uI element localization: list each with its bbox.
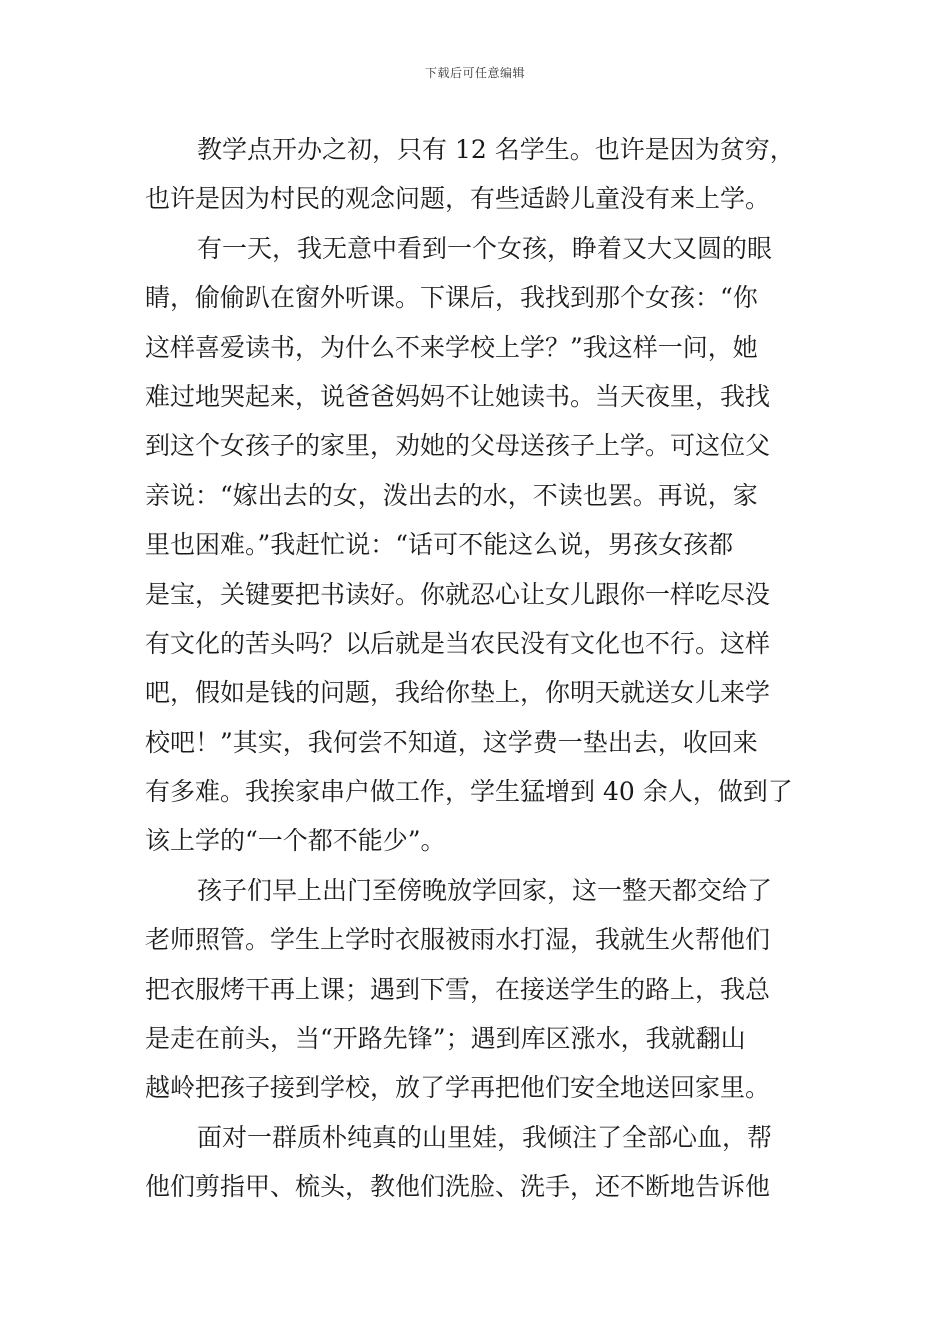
text-line: 校吧！”其实，我何尝不知道，这学费一垫出去，收回来: [145, 727, 758, 757]
text-line: 孩子们早上出门至傍晚放学回家，这一整天都交给了: [197, 875, 773, 905]
text-line: 他们剪指甲、梳头，教他们洗脸、洗手，还不断地告诉他: [145, 1172, 771, 1202]
text-line: 有多难。我挨家串户做工作，学生猛增到 40 余人，做到了: [145, 777, 793, 807]
text-line: 是宝，关键要把书读好。你就忍心让女儿跟你一样吃尽没: [145, 579, 771, 609]
text-line: 面对一群质朴纯真的山里娃，我倾注了全部心血，帮: [197, 1122, 773, 1152]
text-line: 里也困难。”我赶忙说：“话可不能这么说，男孩女孩都: [145, 530, 734, 560]
text-line: 也许是因为村民的观念问题，有些适龄儿童没有来上学。: [145, 184, 771, 214]
text-line: 有文化的苦头吗？以后就是当农民没有文化也不行。这样: [145, 628, 771, 658]
text-line: 老师照管。学生上学时衣服被雨水打湿，我就生火帮他们: [145, 925, 771, 955]
text-line: 教学点开办之初，只有 12 名学生。也许是因为贫穷，: [197, 135, 795, 164]
text-line: 睛，偷偷趴在窗外听课。下课后，我找到那个女孩：“你: [145, 283, 758, 313]
text-line: 越岭把孩子接到学校，放了学再把他们安全地送回家里。: [145, 1073, 771, 1103]
text-line: 该上学的“一个都不能少”。: [145, 826, 446, 856]
text-line: 有一天，我无意中看到一个女孩，睁着又大又圆的眼: [197, 233, 773, 263]
text-line: 这样喜爱读书，为什么不来学校上学？”我这样一问，她: [145, 332, 758, 362]
text-line: 是走在前头，当“开路先锋”；遇到库区涨水，我就翻山: [145, 1024, 746, 1054]
page-header: 下载后可任意编辑: [424, 66, 525, 80]
text-line: 亲说：“嫁出去的女，泼出去的水，不读也罢。再说，家: [145, 480, 758, 510]
text-line: 吧，假如是钱的问题，我给你垫上，你明天就送女儿来学: [145, 678, 771, 708]
text-line: 难过地哭起来，说爸爸妈妈不让她读书。当天夜里，我找: [145, 381, 771, 411]
text-line: 把衣服烤干再上课；遇到下雪，在接送学生的路上，我总: [145, 974, 771, 1004]
text-line: 到这个女孩子的家里，劝她的父母送孩子上学。可这位父: [145, 431, 771, 461]
body-text: [145, 125, 815, 1212]
